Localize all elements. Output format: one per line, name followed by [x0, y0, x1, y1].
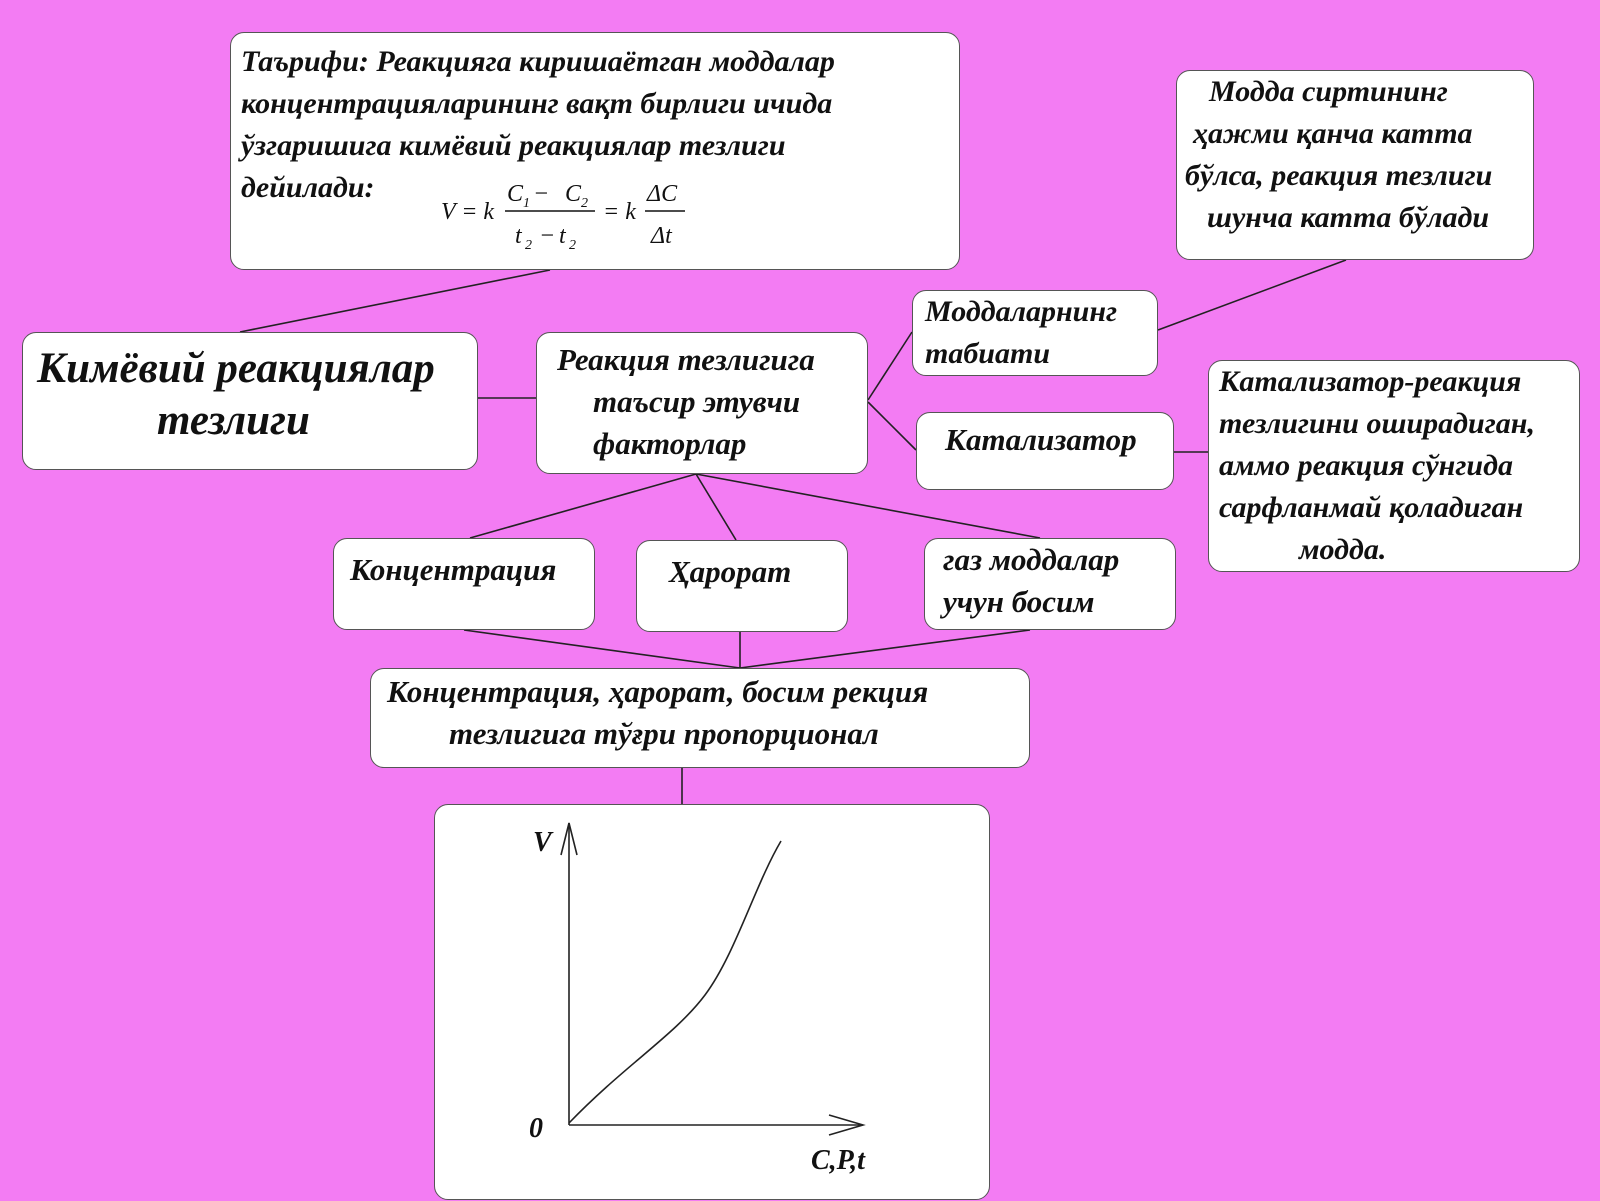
formula-num3: ΔC — [647, 181, 678, 207]
surface-area-box — [1176, 70, 1534, 260]
definition-line: Таърифи: Реакцияга киришаётган моддалар — [241, 45, 835, 78]
definition-line: ўзгаришига кимёвий реакциялар тезлиги — [241, 129, 786, 162]
surface-line: ҳажми қанча катта — [1193, 117, 1473, 150]
graph-box — [434, 804, 990, 1200]
formula-den3: Δt — [651, 223, 672, 249]
catalyst-label: Катализатор — [945, 422, 1137, 457]
catalyst-definition-line: модда. — [1299, 533, 1387, 566]
link-factors-concentration — [470, 474, 696, 538]
link-concentration-proportional — [464, 630, 740, 668]
temperature-label: Ҳарорат — [669, 554, 792, 589]
catalyst-definition-line: Катализатор-реакция — [1219, 365, 1522, 398]
main-topic-line: Кимёвий реакциялар — [37, 345, 435, 392]
concentration-label: Концентрация — [350, 552, 557, 587]
link-factors-temperature — [696, 474, 736, 540]
formula-den2: t — [559, 223, 566, 249]
definition-box — [230, 32, 960, 270]
formula-num2-sub: 2 — [581, 196, 588, 211]
formula-num1-sub: 1 — [523, 196, 530, 211]
factors-line: факторлар — [593, 426, 747, 461]
definition-line: концентрацияларининг вақт бирлиги ичида — [241, 87, 833, 120]
catalyst-definition-line: аммо реакция сўнгида — [1219, 449, 1513, 482]
surface-line: шунча катта бўлади — [1207, 201, 1490, 234]
catalyst-box — [916, 412, 1174, 490]
origin-label: 0 — [529, 1113, 543, 1144]
factors-line: таъсир этувчи — [593, 384, 801, 419]
main-topic-line: тезлиги — [157, 397, 310, 444]
catalyst-definition-line: сарфланмай қоладиган — [1219, 491, 1524, 524]
link-nature-surface — [1158, 260, 1346, 330]
factors-line: Реакция тезлигига — [557, 342, 815, 377]
link-factors-catalyst — [868, 402, 916, 450]
temperature-box — [636, 540, 848, 632]
rate-graph — [435, 805, 991, 1201]
formula-minus: − — [533, 181, 550, 207]
factors-box — [536, 332, 868, 474]
formula-den1: t — [515, 223, 522, 249]
formula-lhs: V = k — [441, 199, 495, 225]
y-axis-label: V — [533, 827, 552, 858]
nature-line: табиати — [925, 337, 1051, 370]
rate-formula — [441, 173, 701, 253]
nature-line: Моддаларнинг — [925, 295, 1118, 328]
main-topic-box — [22, 332, 478, 470]
link-definition-main — [240, 270, 550, 332]
catalyst-definition-line: тезлигини оширадиган, — [1219, 407, 1535, 440]
formula-den1-sub: 2 — [525, 238, 532, 253]
definition-line: дейилади: — [241, 171, 375, 204]
nature-box — [912, 290, 1158, 376]
formula-num1: C — [507, 181, 524, 207]
formula-num2: C — [565, 181, 582, 207]
rate-curve — [569, 841, 781, 1123]
formula-den-minus: − — [539, 223, 556, 249]
gas-pressure-line: газ моддалар — [943, 542, 1120, 577]
proportional-box — [370, 668, 1030, 768]
link-factors-nature — [868, 332, 912, 400]
surface-line: Модда сиртининг — [1209, 75, 1448, 108]
concentration-box — [333, 538, 595, 630]
formula-mid: = k — [603, 199, 636, 225]
proportional-line: Концентрация, ҳарорат, босим рекция — [387, 674, 929, 709]
gas-pressure-line: учун босим — [943, 584, 1095, 619]
catalyst-definition-box — [1208, 360, 1580, 572]
proportional-line: тезлигига тўғри пропорционал — [449, 716, 879, 751]
link-gas-proportional — [740, 630, 1030, 668]
surface-line: бўлса, реакция тезлиги — [1185, 159, 1493, 192]
x-axis-label: C,P,t — [811, 1145, 865, 1176]
gas-pressure-box — [924, 538, 1176, 630]
formula-den2-sub: 2 — [569, 238, 576, 253]
